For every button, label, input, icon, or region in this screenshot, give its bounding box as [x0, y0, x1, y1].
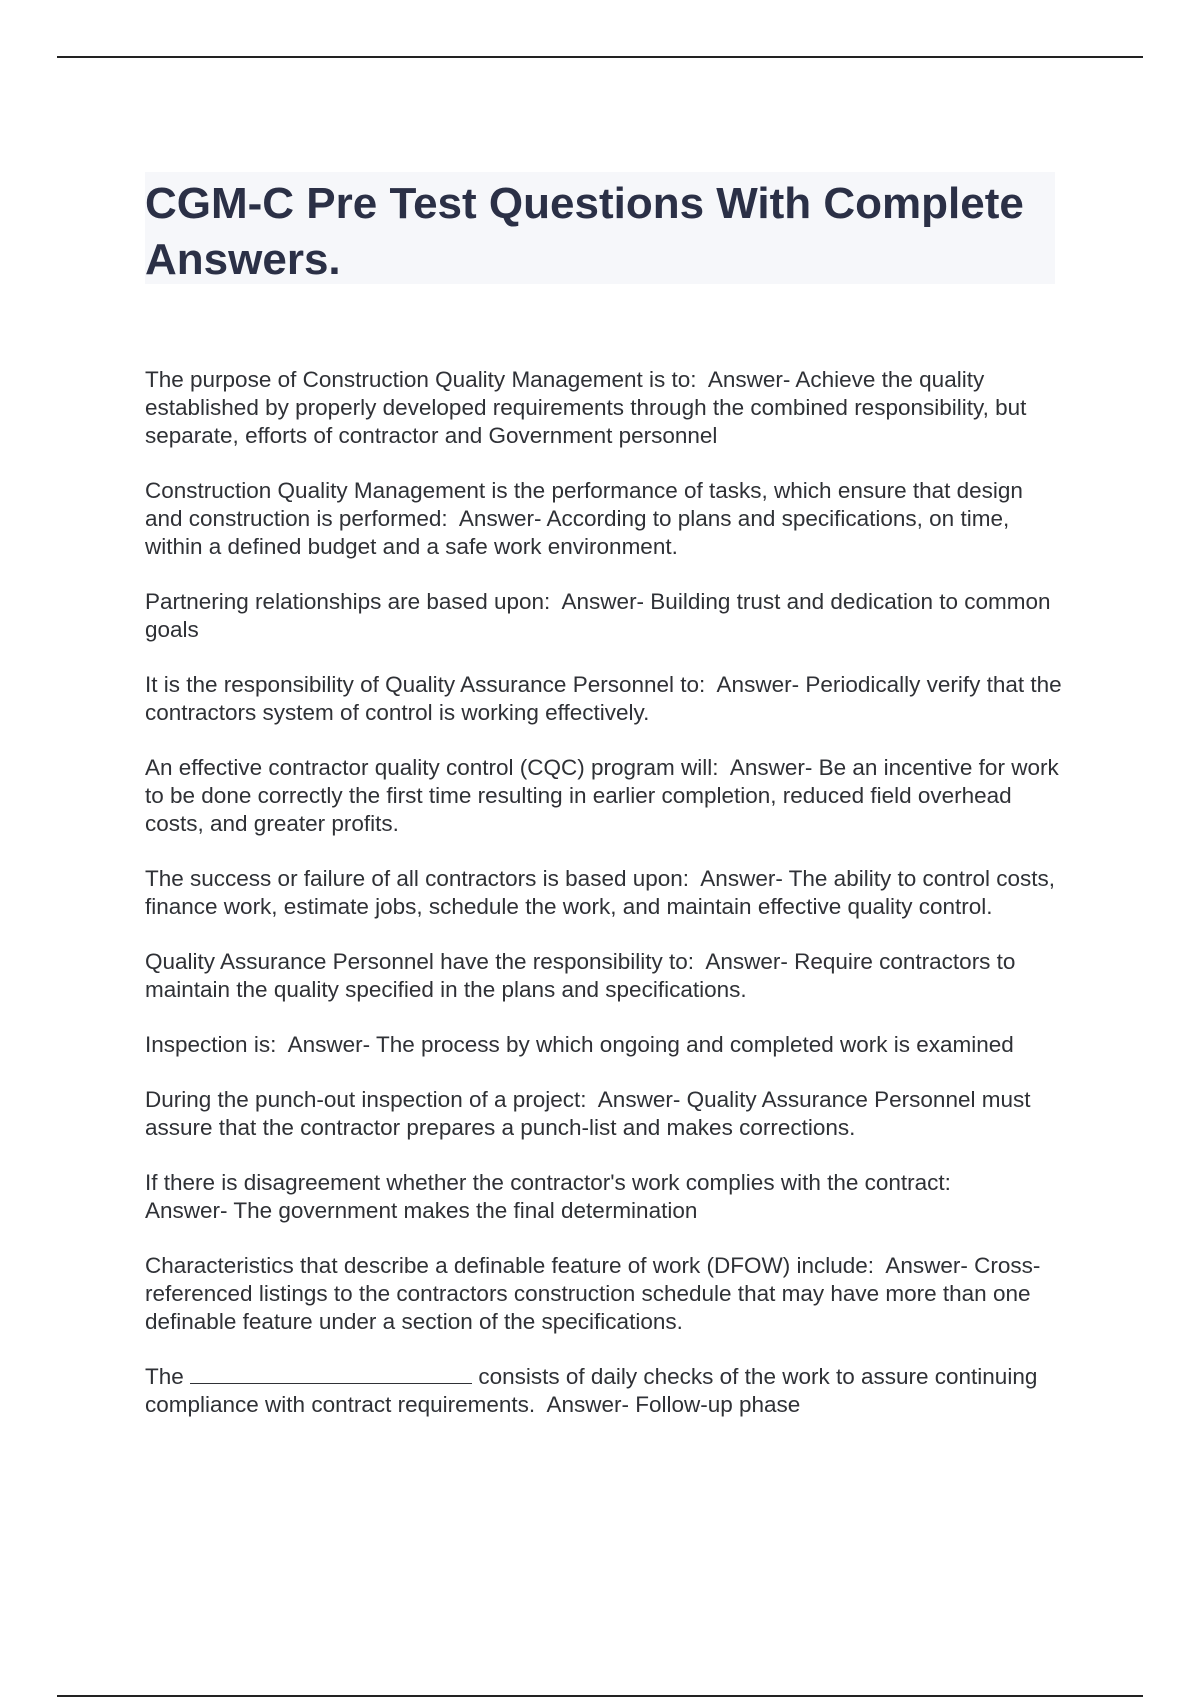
footer-rule [57, 1695, 1143, 1697]
question-text-start: The [145, 1364, 184, 1389]
question-text: An effective contractor quality control (CQC) program will: [145, 755, 719, 780]
answer-text: Answer- Building trust and dedication to common goals [145, 589, 1051, 642]
answer-text: Answer- Be an incentive for work to be done correctly the first time resulting in earlier completion, reduced field overhead costs, and greater profits. [145, 755, 1059, 836]
qa-item [145, 1169, 1065, 1225]
qa-item [145, 865, 1065, 921]
answer-text: Answer- Periodically verify that the contractors system of control is working effectively. [145, 672, 1062, 725]
question-text: The purpose of Construction Quality Management is to: [145, 367, 697, 392]
question-text: Quality Assurance Personnel have the responsibility to: [145, 949, 695, 974]
answer-text: Answer- Follow-up phase [546, 1392, 801, 1417]
question-text: Partnering relationships are based upon: [145, 589, 551, 614]
qa-item [145, 366, 1065, 450]
answer-text: Answer- Achieve the quality established by properly developed requirements through the combined responsibility, but separate, efforts of contractor and Government personnel [145, 367, 1027, 448]
question-text: It is the responsibility of Quality Assurance Personnel to: [145, 672, 706, 697]
question-text: During the punch-out inspection of a project: [145, 1087, 587, 1112]
qa-item [145, 754, 1065, 838]
qa-item [145, 477, 1065, 561]
header-rule [57, 56, 1143, 58]
title-block [145, 172, 1055, 284]
answer-text: Answer- The government makes the final determination [145, 1198, 698, 1223]
answer-text: Answer- The ability to control costs, finance work, estimate jobs, schedule the work, and maintain effective quality control. [145, 866, 1056, 919]
answer-text: Answer- Require contractors to maintain the quality specified in the plans and specifications. [145, 949, 1016, 1002]
qa-item [145, 588, 1065, 644]
document-title: CGM-C Pre Test Questions With Complete Answers. [145, 179, 1024, 284]
answer-text: Answer- According to plans and specifications, on time, within a defined budget and a safe work environment. [145, 506, 1010, 559]
question-text: If there is disagreement whether the contractor's work complies with the contract: [145, 1170, 951, 1195]
qa-item [145, 1252, 1065, 1336]
qa-item [145, 1086, 1065, 1142]
question-text: Inspection is: [145, 1032, 277, 1057]
qa-item [145, 948, 1065, 1004]
answer-text: Answer- Cross-referenced listings to the contractors construction schedule that may have more than one definable feature under a section of the specifications. [145, 1253, 1041, 1334]
qa-item [145, 1031, 1065, 1059]
question-text: Characteristics that describe a definable feature of work (DFOW) include: [145, 1253, 875, 1278]
qa-item [145, 671, 1065, 727]
answer-text: Answer- The process by which ongoing and completed work is examined [287, 1032, 1014, 1057]
answer-text: Answer- Quality Assurance Personnel must assure that the contractor prepares a punch-list and makes corrections. [145, 1087, 1031, 1140]
question-text-end: consists of daily checks of the work to assure continuing compliance with contract requirements. [145, 1364, 1038, 1417]
qa-list [145, 366, 1065, 1446]
fill-in-blank-line [190, 1363, 472, 1384]
qa-item-fill-blank [145, 1363, 1065, 1419]
question-text: The success or failure of all contractors is based upon: [145, 866, 690, 891]
question-text: Construction Quality Management is the performance of tasks, which ensure that design and construction is performed: [145, 478, 1023, 531]
